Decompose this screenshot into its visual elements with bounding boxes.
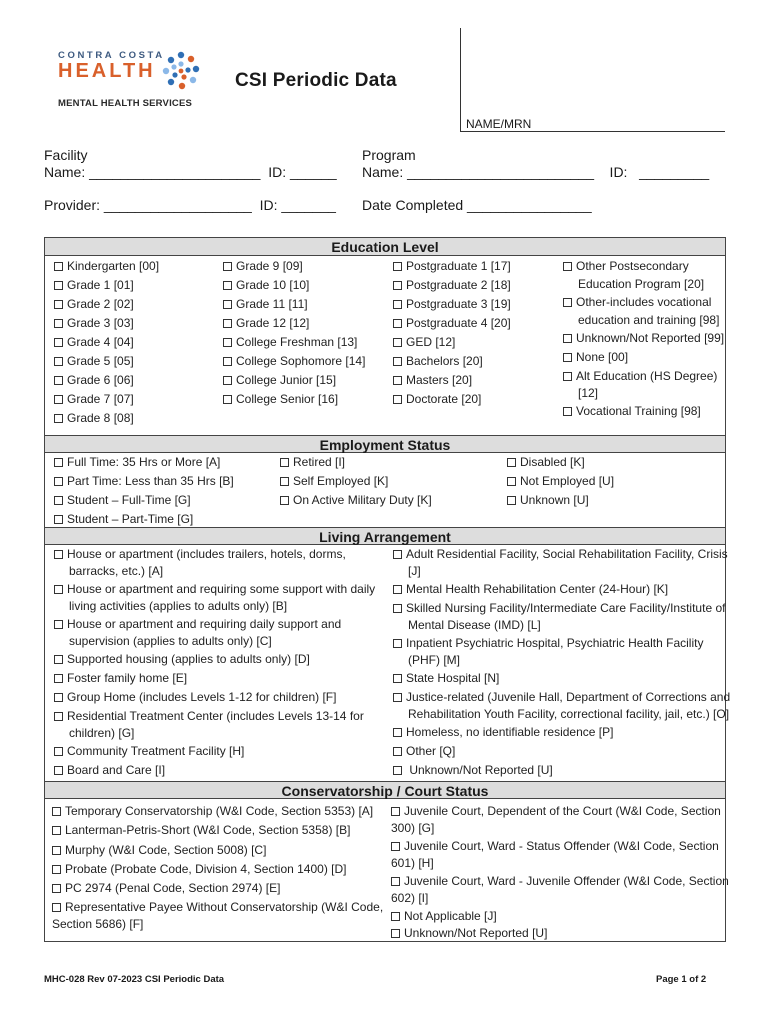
living-arrangement-section [45,545,731,781]
checkbox[interactable] [393,639,402,648]
education-option[interactable]: Other-includes vocational [563,293,711,312]
employment-option[interactable]: Not Employed [U] [507,472,614,491]
logo-text-contra-costa: CONTRA COSTA [58,50,165,61]
checkbox[interactable] [223,395,232,404]
checkbox[interactable] [54,766,63,775]
living-option[interactable]: Board and Care [I] [54,761,165,780]
living-option[interactable]: Foster family home [E] [54,669,187,688]
checkbox[interactable] [393,319,402,328]
living-option[interactable]: Justice-related (Juvenile Hall, Department of Corrections and [393,688,730,707]
conservatorship-option-continued: 300) [G] [391,821,435,835]
checkbox[interactable] [507,496,516,505]
checkbox[interactable] [280,458,289,467]
conservatorship-option-continued: 601) [H] [391,856,434,870]
living-option[interactable]: House or apartment and requiring daily support and [54,615,341,634]
education-option[interactable]: College Junior [15] [223,371,336,390]
checkbox[interactable] [54,262,63,271]
checkbox[interactable] [393,550,402,559]
education-option[interactable]: Grade 8 [08] [54,409,134,428]
checkbox[interactable] [223,319,232,328]
checkbox[interactable] [52,846,61,855]
checkbox[interactable] [54,674,63,683]
living-option-continued: supervision (applies to adults only) [C] [69,634,272,648]
education-option[interactable]: Grade 1 [01] [54,276,134,295]
checkbox[interactable] [54,477,63,486]
living-option[interactable]: Supported housing (applies to adults only) [D] [54,650,310,669]
checkbox[interactable] [280,477,289,486]
living-option-continued: Mental Disease (IMD) [L] [408,618,541,632]
checkbox[interactable] [54,496,63,505]
conservatorship-option-continued: Section 5686) [F] [52,917,144,931]
education-section [45,256,725,435]
education-option[interactable]: Doctorate [20] [393,390,481,409]
checkbox[interactable] [52,826,61,835]
checkbox[interactable] [52,865,61,874]
checkbox[interactable] [393,766,402,775]
checkbox[interactable] [391,912,400,921]
education-option[interactable]: Kindergarten [00] [54,257,159,276]
living-option[interactable]: House or apartment and requiring some support with daily [54,580,375,599]
education-option-continued: Education Program [20] [578,277,705,291]
living-option[interactable]: Unknown/Not Reported [U] [393,761,553,780]
education-option[interactable]: Unknown/Not Reported [99] [563,329,724,348]
logo-dots-icon [160,50,202,92]
form-number-footer: MHC-028 Rev 07-2023 CSI Periodic Data [44,974,225,985]
living-arrangement-header: Living Arrangement [45,527,725,545]
conservatorship-header: Conservatorship / Court Status [45,781,725,799]
date-completed-field[interactable]: Date Completed ________________ [362,197,592,213]
checkbox[interactable] [393,747,402,756]
checkbox[interactable] [563,372,572,381]
page-title: CSI Periodic Data [235,70,397,91]
facility-name-field[interactable]: Name: ______________________ ID: ______ [44,164,337,180]
living-option[interactable]: Inpatient Psychiatric Hospital, Psychiatric Health Facility [393,634,703,653]
checkbox[interactable] [54,620,63,629]
program-name-field[interactable]: Name: ________________________ ID: _________ [362,164,710,180]
conservatorship-option[interactable]: Not Applicable [J] [391,907,497,926]
name-mrn-underline [460,131,725,132]
checkbox[interactable] [54,395,63,404]
education-option[interactable]: Grade 6 [06] [54,371,134,390]
checkbox[interactable] [54,655,63,664]
education-option[interactable]: College Sophomore [14] [223,352,365,371]
checkbox[interactable] [393,585,402,594]
living-option[interactable]: State Hospital [N] [393,669,499,688]
logo-text-health: HEALTH [58,60,156,82]
checkbox[interactable] [54,458,63,467]
checkbox[interactable] [54,693,63,702]
living-option[interactable]: Adult Residential Facility, Social Rehabilitation Facility, Crisis [393,545,728,564]
checkbox[interactable] [391,929,400,938]
checkbox[interactable] [223,281,232,290]
education-option[interactable]: College Freshman [13] [223,333,357,352]
checkbox[interactable] [223,300,232,309]
checkbox[interactable] [563,262,572,271]
checkbox[interactable] [393,674,402,683]
checkbox[interactable] [52,903,61,912]
checkbox[interactable] [393,338,402,347]
living-option[interactable]: Homeless, no identifiable residence [P] [393,723,613,742]
name-mrn-box-border [460,28,461,132]
education-option[interactable]: Grade 4 [04] [54,333,134,352]
living-option[interactable]: Community Treatment Facility [H] [54,742,244,761]
employment-header: Employment Status [45,435,725,453]
checkbox[interactable] [54,300,63,309]
living-option-continued: barracks, etc.) [A] [69,564,164,578]
living-option[interactable]: Mental Health Rehabilitation Center (24-Hour) [K] [393,580,668,599]
checkbox[interactable] [54,376,63,385]
form-table [44,237,731,942]
program-label: Program [362,147,416,163]
education-option[interactable]: Postgraduate 1 [17] [393,257,511,276]
checkbox[interactable] [223,338,232,347]
living-option-continued: Rehabilitation Youth Facility, correctional facility, jail, etc.) [O] [408,707,730,721]
employment-section [45,453,725,527]
conservatorship-option[interactable]: Juvenile Court, Ward - Juvenile Offender (W&I Code, Section [391,872,729,891]
employment-option[interactable]: Unknown [U] [507,491,589,510]
education-option[interactable]: Grade 10 [10] [223,276,309,295]
employment-option[interactable]: On Active Military Duty [K] [280,491,432,510]
name-mrn-label: NAME/MRN [466,117,532,131]
checkbox[interactable] [223,262,232,271]
living-option-continued: (PHF) [M] [408,653,460,667]
employment-option[interactable]: Retired [I] [280,453,345,472]
education-option[interactable]: Grade 7 [07] [54,390,134,409]
employment-option[interactable]: Student – Part-Time [G] [54,510,193,529]
checkbox[interactable] [393,357,402,366]
facility-label: Facility [44,147,88,163]
living-option-continued: [J] [408,564,421,578]
education-option[interactable]: Postgraduate 2 [18] [393,276,511,295]
checkbox[interactable] [393,262,402,271]
employment-option[interactable]: Student – Full-Time [G] [54,491,191,510]
checkbox[interactable] [391,842,400,851]
conservatorship-option-continued: 602) [I] [391,891,429,905]
conservatorship-option[interactable]: PC 2974 (Penal Code, Section 2974) [E] [52,879,280,898]
checkbox[interactable] [507,477,516,486]
living-option[interactable]: Group Home (includes Levels 1-12 for children) [F] [54,688,336,707]
checkbox[interactable] [393,395,402,404]
checkbox[interactable] [54,550,63,559]
education-option[interactable]: Grade 11 [11] [223,295,308,314]
checkbox[interactable] [54,585,63,594]
checkbox[interactable] [280,496,289,505]
conservatorship-option[interactable]: Probate (Probate Code, Division 4, Section 1400) [D] [52,860,346,879]
checkbox[interactable] [223,357,232,366]
provider-field[interactable]: Provider: ___________________ ID: _______ [44,197,336,213]
employment-option[interactable]: Full Time: 35 Hrs or More [A] [54,453,220,472]
employment-option[interactable]: Disabled [K] [507,453,585,472]
checkbox[interactable] [54,357,63,366]
conservatorship-option[interactable]: Juvenile Court, Dependent of the Court (W&I Code, Section [391,802,721,821]
living-option[interactable]: Skilled Nursing Facility/Intermediate Care Facility/Institute of [393,599,725,618]
education-option[interactable]: Alt Education (HS Degree) [563,367,717,386]
conservatorship-option[interactable]: Representative Payee Without Conservatorship (W&I Code, [52,898,383,917]
living-option[interactable]: Residential Treatment Center (includes Levels 13-14 for [54,707,364,726]
education-option[interactable]: GED [12] [393,333,455,352]
living-option[interactable]: House or apartment (includes trailers, hotels, dorms, [54,545,346,564]
checkbox[interactable] [54,338,63,347]
checkbox[interactable] [563,407,572,416]
conservatorship-section [45,799,729,941]
living-option-continued: living activities (applies to adults only) [B] [69,599,288,613]
checkbox[interactable] [393,604,402,613]
employment-option[interactable]: Part Time: Less than 35 Hrs [B] [54,472,234,491]
living-option[interactable]: Other [Q] [393,742,455,761]
employment-option[interactable]: Self Employed [K] [280,472,388,491]
conservatorship-option[interactable]: Unknown/Not Reported [U] [391,924,547,943]
education-option[interactable]: Grade 5 [05] [54,352,134,371]
checkbox[interactable] [54,712,63,721]
checkbox[interactable] [393,300,402,309]
logo-text-mental-health-services: MENTAL HEALTH SERVICES [58,98,193,109]
conservatorship-option[interactable]: Juvenile Court, Ward - Status Offender (W&I Code, Section [391,837,719,856]
checkbox[interactable] [391,807,400,816]
checkbox[interactable] [223,376,232,385]
checkbox[interactable] [54,414,63,423]
checkbox[interactable] [391,877,400,886]
conservatorship-option[interactable]: Lanterman-Petris-Short (W&I Code, Section 5358) [B] [52,821,350,840]
checkbox[interactable] [54,281,63,290]
education-option[interactable]: Postgraduate 4 [20] [393,314,511,333]
conservatorship-option[interactable]: Temporary Conservatorship (W&I Code, Section 5353) [A] [52,802,373,821]
page-number-footer: Page 1 of 2 [656,974,707,985]
checkbox[interactable] [393,728,402,737]
checkbox[interactable] [563,298,572,307]
checkbox[interactable] [393,693,402,702]
education-option[interactable]: College Senior [16] [223,390,338,409]
education-option[interactable]: Postgraduate 3 [19] [393,295,511,314]
checkbox[interactable] [54,515,63,524]
checkbox[interactable] [54,747,63,756]
education-option[interactable]: Masters [20] [393,371,472,390]
education-option[interactable]: Other Postsecondary [563,257,689,276]
education-option[interactable]: Grade 12 [12] [223,314,309,333]
checkbox[interactable] [563,334,572,343]
checkbox[interactable] [52,884,61,893]
living-option-continued: children) [G] [69,726,135,740]
checkbox[interactable] [52,807,61,816]
logo [58,50,218,112]
checkbox[interactable] [507,458,516,467]
checkbox[interactable] [393,281,402,290]
conservatorship-option[interactable]: Murphy (W&I Code, Section 5008) [C] [52,841,266,860]
education-option[interactable]: Grade 9 [09] [223,257,303,276]
education-option[interactable]: Vocational Training [98] [563,402,701,421]
education-header: Education Level [45,238,725,256]
education-option-continued: [12] [578,386,599,400]
education-option-continued: education and training [98] [578,313,720,327]
education-option[interactable]: Grade 3 [03] [54,314,134,333]
checkbox[interactable] [54,319,63,328]
education-option[interactable]: Grade 2 [02] [54,295,134,314]
education-option[interactable]: Bachelors [20] [393,352,483,371]
checkbox[interactable] [393,376,402,385]
education-option[interactable]: None [00] [563,348,628,367]
checkbox[interactable] [563,353,572,362]
